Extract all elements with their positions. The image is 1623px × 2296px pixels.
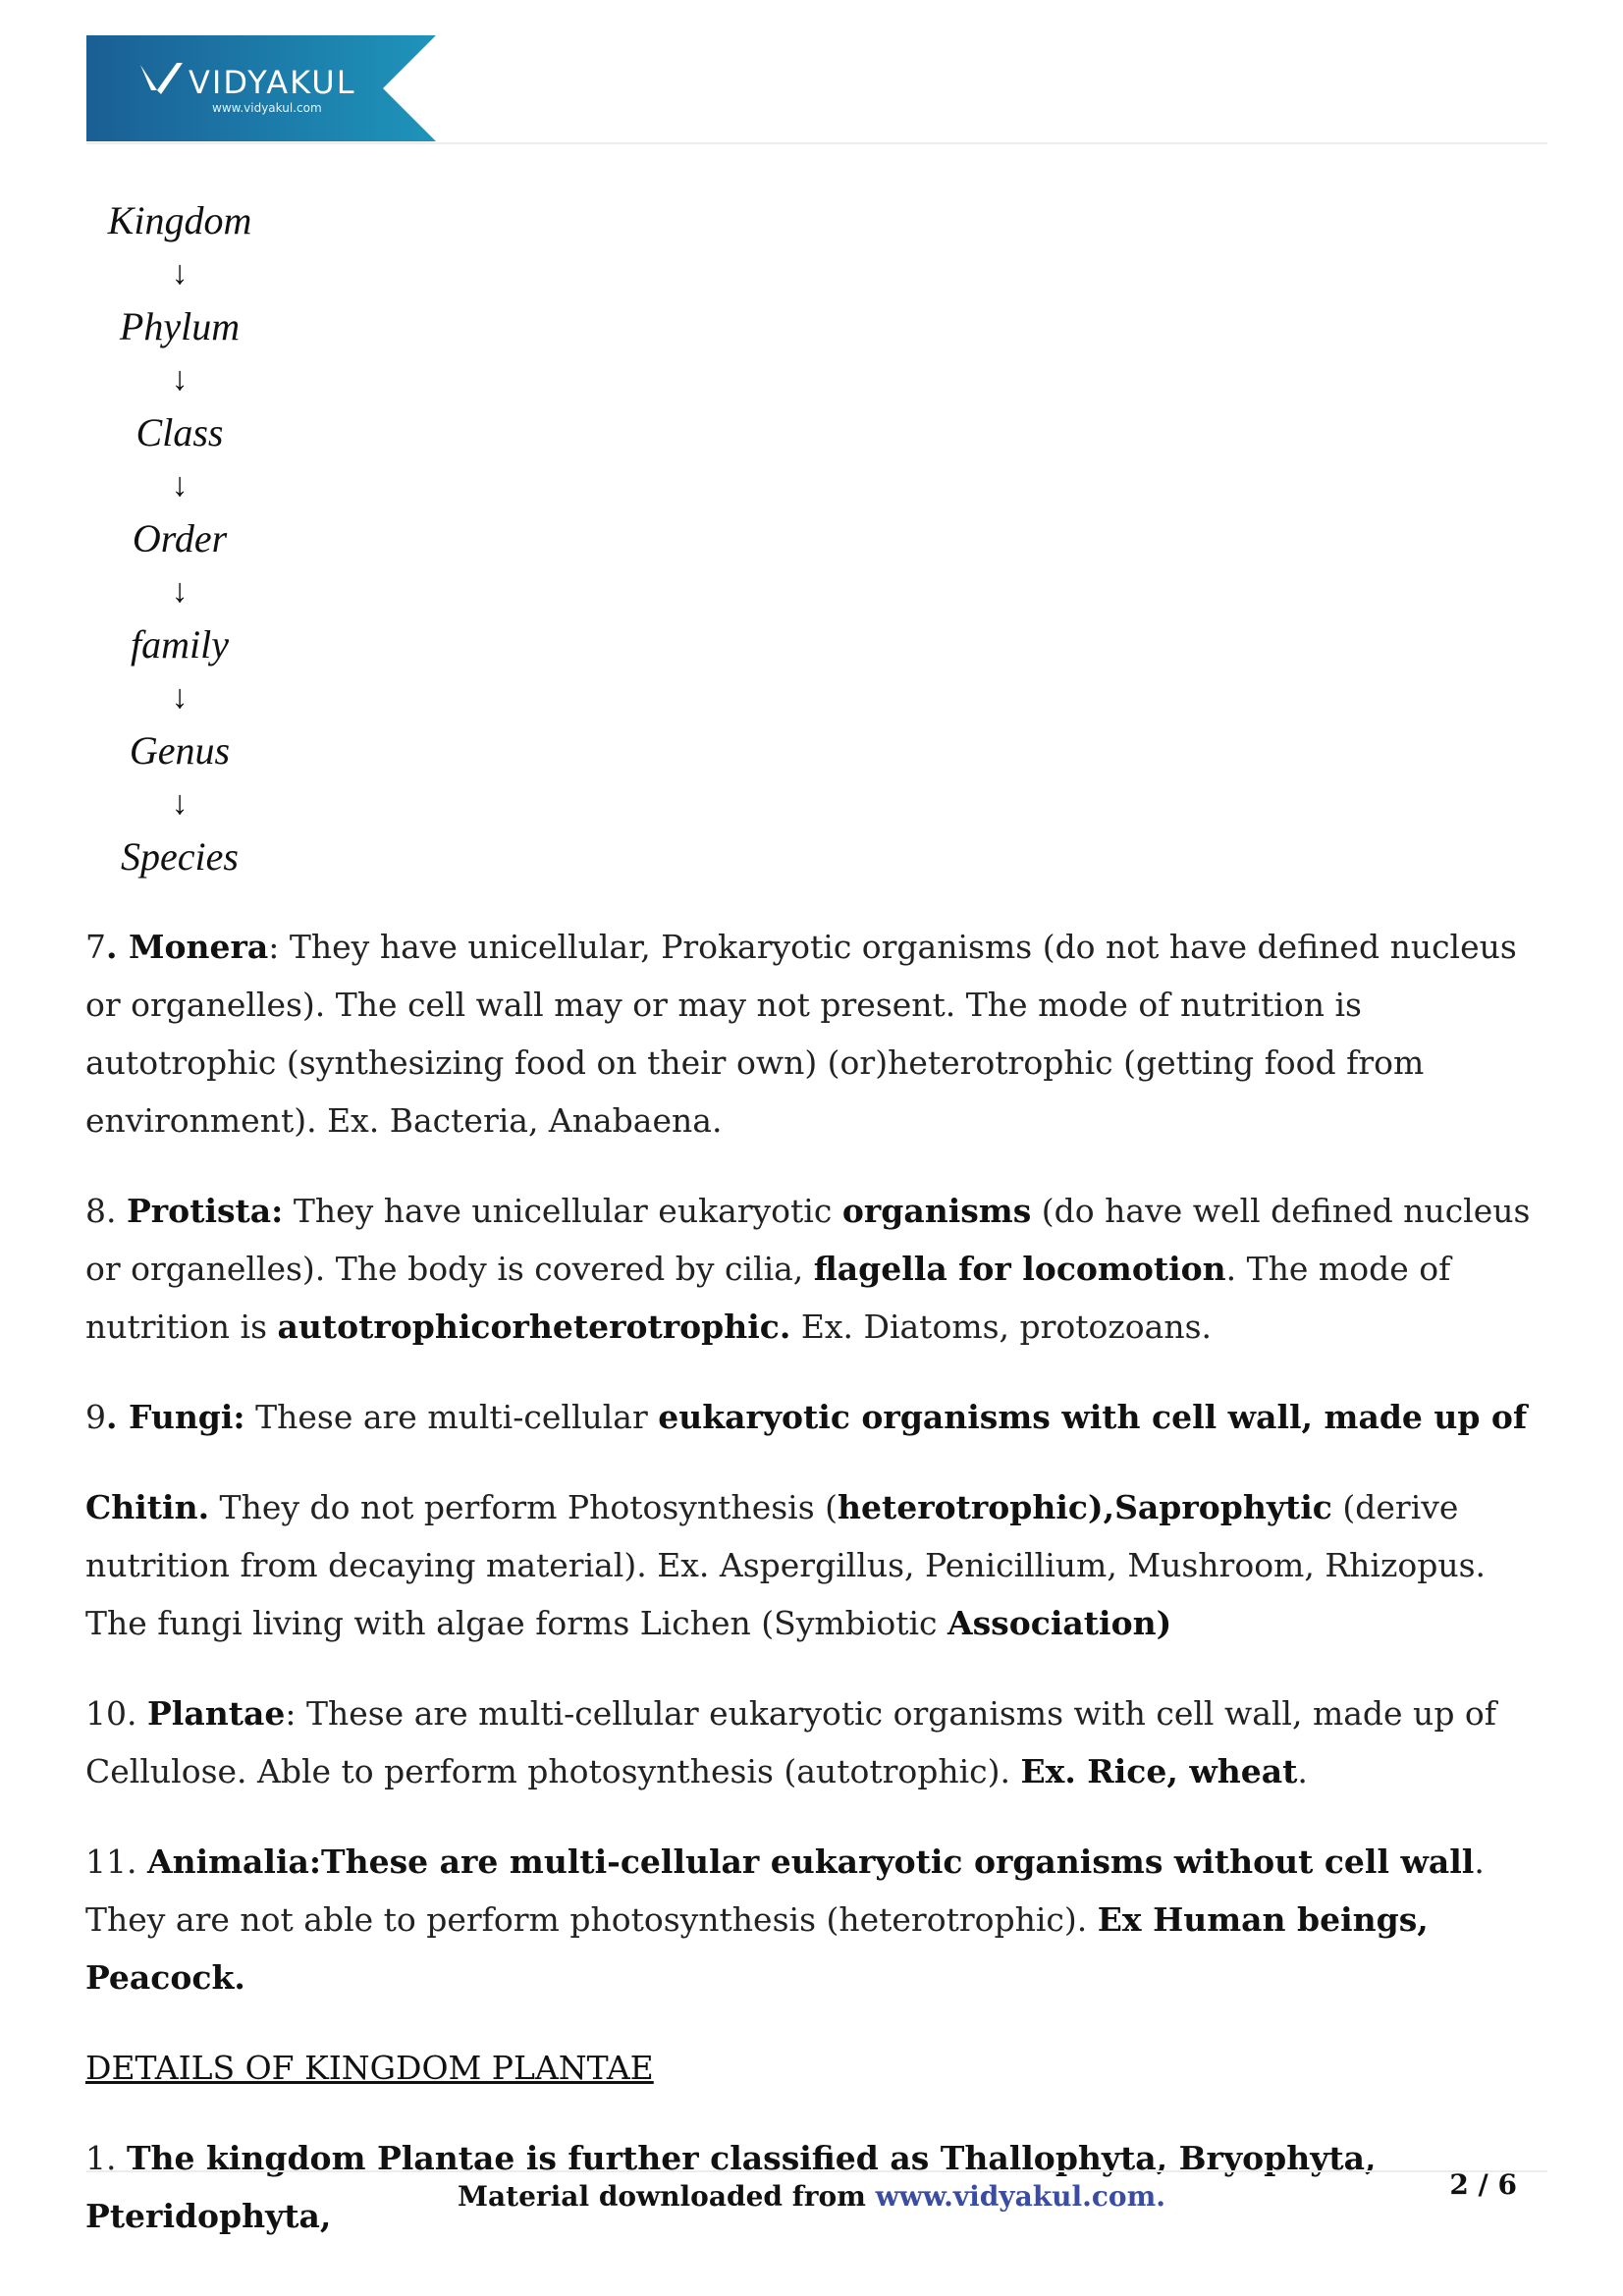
paragraph-protista: 8. Protista: They have unicellular eukaryotic organisms (do have well defined nucleus or organelles). The body is covered by cilia, flagella for locomotion. The mode of nutrition is autotrophicorheterotrophic. Ex. Diatoms, protozoans. [85, 1192, 1531, 1346]
brand-url: www.vidyakul.com [212, 101, 322, 115]
rank-phylum: Phylum [119, 304, 241, 348]
rank-species: Species [121, 834, 239, 879]
page-number: 2 / 6 [1449, 2168, 1517, 2201]
down-arrow-icon: ↓ [171, 679, 189, 716]
rank-genus: Genus [129, 728, 231, 773]
paragraph-fungi-continued: Chitin. They do not perform Photosynthesis (heterotrophic),Saprophytic (derive nutrition from decaying material). Ex. Aspergillus, Penicillium, Mushroom, Rhizopus. The fungi living with algae forms Lichen (Symbiotic Association) [85, 1488, 1487, 1642]
header-divider [86, 142, 1547, 144]
rank-kingdom: Kingdom [107, 198, 252, 242]
brand-name: VIDYAKUL [189, 64, 356, 101]
paragraph-plantae: 10. Plantae: These are multi-cellular eukaryotic organisms with cell wall, made up of Cellulose. Able to perform photosynthesis (autotrophic). Ex. Rice, wheat. [85, 1694, 1497, 1790]
document-body [85, 918, 1548, 2277]
down-arrow-icon: ↓ [171, 573, 189, 610]
down-arrow-icon: ↓ [171, 255, 189, 292]
rank-class: Class [135, 410, 224, 454]
down-arrow-icon: ↓ [171, 361, 189, 398]
paragraph-plantae-classification: 1. The kingdom Plantae is further classified as Thallophyta, Bryophyta, Pteridophyta, [85, 2139, 1377, 2235]
paragraph-animalia: 11. Animalia:These are multi-cellular eukaryotic organisms without cell wall. They are not able to perform photosynthesis (heterotrophic). Ex Human beings, Peacock. [85, 1842, 1485, 1997]
footer-credit: Material downloaded from www.vidyakul.com. [458, 2180, 1165, 2213]
down-arrow-icon: ↓ [171, 785, 189, 822]
paragraph-monera: 7. Monera: They have unicellular, Prokaryotic organisms (do not have defined nucleus or organelles). The cell wall may or may not present. The mode of nutrition is autotrophic (synthesizing food on their own) (or)heterotrophic (getting food from environment). Ex. Bacteria, Anabaena. [85, 928, 1517, 1140]
footer-link[interactable]: www.vidyakul.com. [875, 2180, 1165, 2213]
footer-divider [86, 2170, 1547, 2172]
taxonomy-hierarchy [86, 194, 302, 883]
paragraph-fungi: 9. Fungi: These are multi-cellular eukaryotic organisms with cell wall, made up of [85, 1398, 1528, 1436]
rank-order: Order [132, 516, 228, 561]
rank-family: family [131, 622, 229, 667]
section-heading: DETAILS OF KINGDOM PLANTAE [85, 2049, 654, 2087]
down-arrow-icon: ↓ [171, 467, 189, 504]
